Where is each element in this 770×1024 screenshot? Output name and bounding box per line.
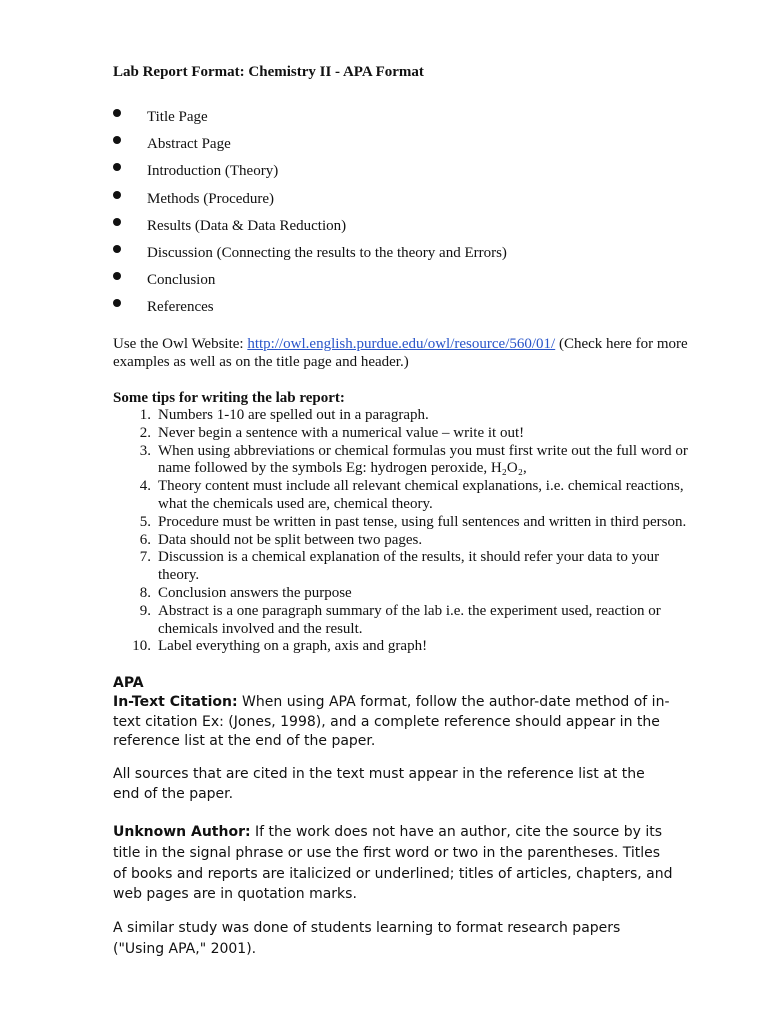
bullet-icon [113,272,121,280]
apa-heading: APA [113,675,144,691]
in-text-citation-label: In-Text Citation: [113,694,238,710]
list-item: 9. Abstract is a one paragraph summary of the lab i.e. the experiment used, reaction or chemicals involved and the result. [139,602,661,637]
list-item: 7. Discussion is a chemical explanation of the results, it should refer your data to your theory. [139,549,660,584]
owl-website-paragraph [113,335,693,371]
owl-suffix: (Check here for more examples as well as on the title page and header.) [113,336,688,370]
bullet-icon [113,109,121,117]
unknown-author-label: Unknown Author: [113,824,251,840]
unknown-author-paragraph [113,822,673,905]
list-item: 3. When using abbreviations or chemical formulas you must first write out the full word or name followed by the symbols Eg: hydrogen peroxide, H₂O₂, [139,442,688,477]
sources-paragraph: All sources that are cited in the text must appear in the reference list at the end of the paper. [113,766,645,802]
bullet-icon [113,245,121,253]
list-item: 6. Data should not be split between two pages. [139,531,423,548]
bullet-icon [113,136,121,144]
list-item: 2. Never begin a sentence with a numerical value – write it out! [139,424,525,441]
bullet-icon [113,299,121,307]
document-page: Lab Report Format: Chemistry II - APA Format Title Page Abstract Page Introduction (Theory) Methods (Procedure) Results (Data & Data Reduction) Discussion (Connecting the results to the theory and Errors) Conclusion References Use the Owl Website: http://owl.english.purdue.edu/owl/resource/560/01/ (Check here for more examples as well as on the title page and header.) Some tips for writing the lab report: 1. Numbers 1-10 are spelled out in a paragraph. 2. Never begin a sentence with a numerical value – write it out! 3. When using abbreviations or chemical formulas you must first write out the full word or name followed by the symbols Eg: hydrogen peroxide, H₂O₂, 4. Theory content must include all relevant chemical explanations, i.e. chemical reactions, what the chemicals used are, chemical theory. 5. Procedure must be written in past tense, using full sentences and written in third person. 6. Data should not be split between two pages. 7. Discussion is a chemical explanation of the results, it should refer your data to your theory. 8. Conclusion answers the purpose 9. Abstract is a one paragraph summary of the lab i.e. the experiment used, reaction or chemicals involved and the result. 10. Label everything on a graph, axis and graph! APA In-Text Citation: When using APA format, follow the author-date method of in-text citation Ex: (Jones, 1998), and a complete reference should appear in the reference list at the end of the paper. All sources that are cited in the text must appear in the reference list at the end of the paper. Unknown Author: If the work does not have an author, cite the source by its title in the signal phrase or use the first word or two in the parentheses. Titles of books and reports are italicized or underlined; titles of articles, chapters, and web pages are in quotation marks. A similar study was done of students learning to format research papers ("Using APA," 2001). [0,0,770,1024]
example-citation-paragraph: A similar study was done of students learning to format research papers ("Using APA," 2001). [113,920,621,957]
owl-prefix: Use the Owl Website: [113,336,248,352]
unknown-author-body: If the work does not have an author, cite the source by its title in the signal phrase or use the first word or two in the parentheses. Titles of books and reports are italicized or underlined; titles of articles, chapters, and web pages are in quotation marks. [113,824,673,903]
bullet-icon [113,163,121,171]
bullet-icon [113,218,121,226]
tips-heading: Some tips for writing the lab report: [113,390,345,406]
list-item: 1. Numbers 1-10 are spelled out in a paragraph. [139,407,429,423]
page-title: Lab Report Format: Chemistry II - APA Format [113,64,424,80]
list-item: 5. Procedure must be written in past tense, using full sentences and written in third person. [139,513,687,530]
owl-link[interactable]: http://owl.english.purdue.edu/owl/resource/560/01/ [247,336,556,352]
list-item: 8. Conclusion answers the purpose [139,584,352,601]
list-item: 10. Label everything on a graph, axis and graph! [132,638,428,655]
list-item: 4. Theory content must include all relevant chemical explanations, i.e. chemical reactions, what the chemicals used are, chemical theory. [139,478,684,512]
bullet-icon [113,191,121,199]
in-text-citation-body: When using APA format, follow the author-date method of in-text citation Ex: (Jones, 1998), and a complete reference should appear in the reference list at the end of the paper. [113,694,670,749]
tips-list [113,407,703,656]
in-text-citation-paragraph [113,693,673,752]
